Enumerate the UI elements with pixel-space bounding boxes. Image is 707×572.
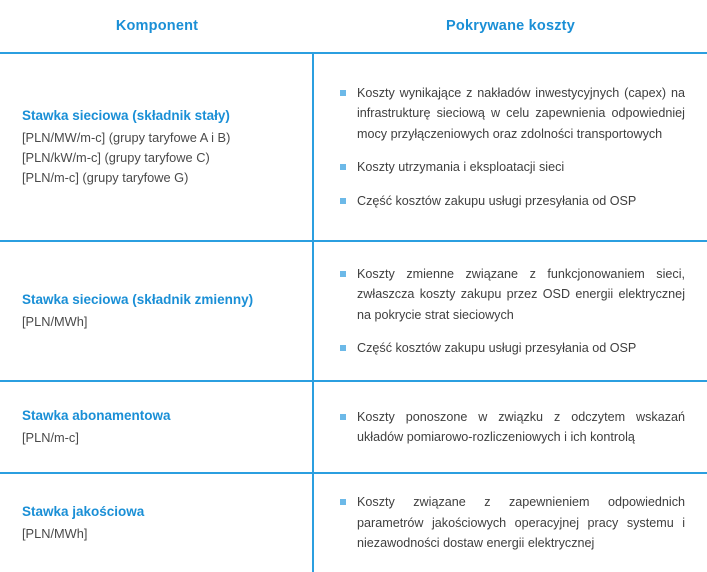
list-item bbox=[340, 338, 685, 358]
cost-text: Koszty związane z zapewnieniem odpowiednich parametrów jakościowych operacyjnej pracy systemu i niezawodności dostaw energii elektrycznej bbox=[357, 495, 685, 551]
list-item bbox=[340, 83, 685, 144]
table-row bbox=[0, 382, 707, 474]
list-item bbox=[340, 264, 685, 325]
cost-text: Koszty utrzymania i eksploatacji sieci bbox=[357, 160, 565, 175]
component-unit: [PLN/MW/m-c] (grupy taryfowe A i B) bbox=[22, 130, 231, 146]
list-item bbox=[340, 157, 685, 177]
covered-costs-cell bbox=[314, 242, 707, 380]
cost-list bbox=[340, 83, 685, 211]
cost-text: Koszty wynikające z nakładów inwestycyjnych (capex) na infrastrukturę sieciową w celu zapewnienia odpowiedniej mocy przyłączeniowych oraz zdolności transportowych bbox=[357, 86, 685, 141]
component-cell bbox=[0, 54, 314, 240]
cost-text: Koszty zmienne związane z funkcjonowaniem sieci, zwłaszcza koszty zakupu przez OSD energii elektrycznej na pokrycie strat sieciowych bbox=[357, 266, 685, 322]
component-cell bbox=[0, 382, 314, 472]
cost-list bbox=[340, 407, 685, 448]
component-title: Stawka sieciowa (składnik zmienny) bbox=[22, 292, 254, 308]
bullet-icon bbox=[340, 345, 346, 351]
component-cell bbox=[0, 474, 314, 572]
bullet-icon bbox=[340, 164, 346, 170]
table-row bbox=[0, 242, 707, 382]
component-unit: [PLN/MWh] bbox=[22, 313, 88, 329]
component-title: Stawka jakościowa bbox=[22, 504, 145, 520]
bullet-icon bbox=[340, 198, 346, 204]
component-unit: [PLN/m-c] bbox=[22, 429, 79, 445]
list-item bbox=[340, 191, 685, 211]
bullet-icon bbox=[340, 90, 346, 96]
cost-text: Część kosztów zakupu usługi przesyłania od OSP bbox=[357, 193, 637, 208]
component-title: Stawka abonamentowa bbox=[22, 408, 171, 424]
cost-text: Koszty ponoszone w związku z odczytem wskazań układów pomiarowo-rozliczeniowych i ich kontrolą bbox=[357, 409, 685, 444]
component-unit: [PLN/m-c] (grupy taryfowe G) bbox=[22, 169, 189, 185]
bullet-icon bbox=[340, 414, 346, 420]
list-item bbox=[340, 407, 685, 448]
list-item bbox=[340, 492, 685, 553]
component-unit: [PLN/MWh] bbox=[22, 525, 88, 541]
cost-list bbox=[340, 492, 685, 553]
cost-text: Część kosztów zakupu usługi przesyłania od OSP bbox=[357, 340, 637, 355]
component-title: Stawka sieciowa (składnik stały) bbox=[22, 108, 230, 124]
table-row bbox=[0, 54, 707, 242]
bullet-icon bbox=[340, 271, 346, 277]
column-header-covered-costs: Pokrywane koszty bbox=[446, 18, 575, 34]
component-unit: [PLN/kW/m-c] (grupy taryfowe C) bbox=[22, 149, 210, 165]
covered-costs-cell bbox=[314, 54, 707, 240]
component-cell bbox=[0, 242, 314, 380]
table-header-row bbox=[0, 0, 707, 54]
cost-list bbox=[340, 264, 685, 359]
table-row bbox=[0, 474, 707, 572]
covered-costs-cell bbox=[314, 474, 707, 572]
bullet-icon bbox=[340, 499, 346, 505]
column-header-component: Komponent bbox=[115, 18, 199, 34]
covered-costs-cell bbox=[314, 382, 707, 472]
